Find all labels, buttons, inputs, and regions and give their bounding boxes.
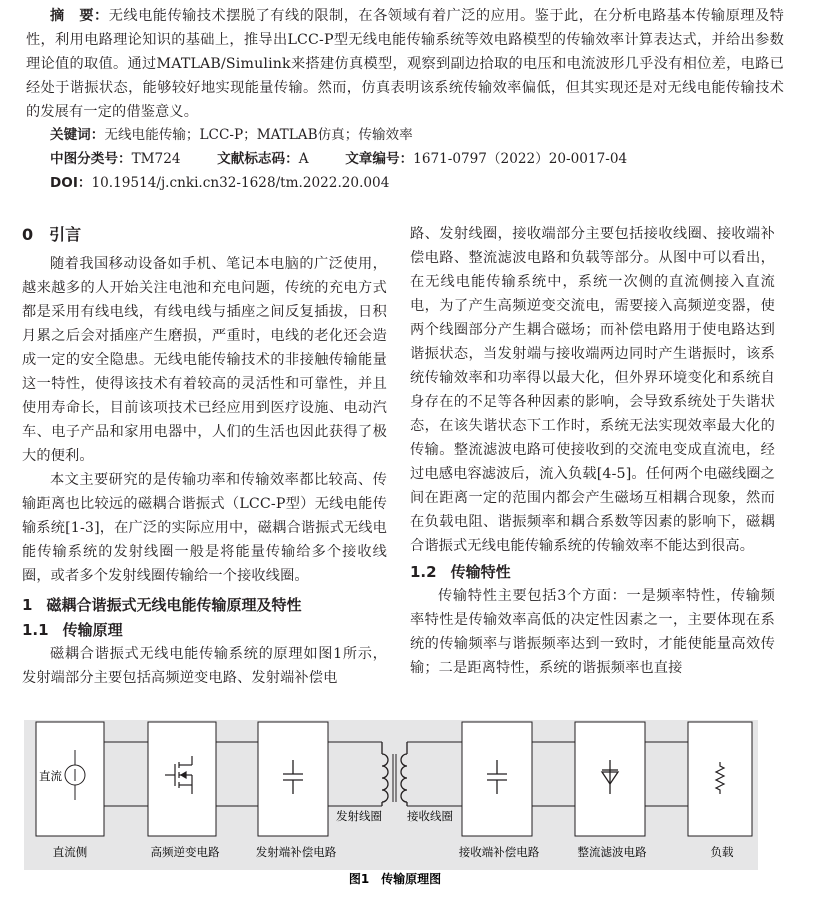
right-column bbox=[410, 222, 775, 680]
tx-compensation-block bbox=[258, 722, 328, 836]
section-1-1-title: 传输原理 bbox=[62, 621, 123, 639]
left-column bbox=[22, 222, 387, 690]
figure-label-inverter: 高频逆变电路 bbox=[150, 845, 220, 859]
clc-label: 中图分类号： bbox=[50, 151, 132, 167]
clc-value: TM724 bbox=[131, 151, 181, 167]
doi-value: 10.19514/j.cnki.cn32-1628/tm.2022.20.004 bbox=[91, 175, 390, 191]
intro-paragraph-2: 本文主要研究的是传输功率和传输效率都比较高、传输距离也比较远的磁耦合谐振式（LCC-P型）无线电能传输系统[1-3]，在广泛的实际应用中，磁耦合谐振式无线电能传输系统的发射线圈一般是将能量传输给多个接收线圈，或者多个发射线圈传输给一个接收线圈。 bbox=[22, 472, 387, 584]
article-number-label: 文章编号： bbox=[345, 151, 414, 167]
doc-code-value: A bbox=[298, 151, 309, 167]
figure-label-dc-side: 直流侧 bbox=[52, 845, 88, 859]
doc-code-label: 文献标志码： bbox=[217, 151, 299, 167]
figure-label-tx-compensation: 发射端补偿电路 bbox=[255, 845, 337, 859]
section-1-2-title: 传输特性 bbox=[450, 563, 511, 581]
section-1-1-number: 1.1 bbox=[22, 621, 49, 639]
figure-label-rectifier: 整流滤波电路 bbox=[577, 845, 647, 859]
section-0-title: 引言 bbox=[49, 225, 82, 244]
section-0-number: 0 bbox=[22, 225, 34, 244]
figure-label-rx-coil: 接收线圈 bbox=[407, 809, 453, 823]
classification-line bbox=[50, 147, 790, 171]
dc-source-label: 直流 bbox=[39, 769, 62, 783]
figure-label-load: 负载 bbox=[710, 845, 734, 859]
figure-caption: 图1 传输原理图 bbox=[348, 872, 442, 886]
rx-compensation-block bbox=[462, 722, 532, 836]
figure-label-rx-compensation: 接收端补偿电路 bbox=[458, 845, 540, 859]
principle-paragraph-continued: 路、发射线圈，接收端部分主要包括接收线圈、接收端补偿电路、整流滤波电路和负载等部分。从图中可以看出，在无线电能传输系统中，系统一次侧的直流侧接入直流电，为了产生高频逆变交流电，需要接入高频逆变器，使两个线圈部分产生耦合磁场；而补偿电路用于使电路达到谐振状态，当发射端与接收端两边同时产生谐振时，该系统传输效率和功率得以最大化，但外界环境变化和系统自身存在的不足等各种因素的影响，会导致系统处于失谐状态，在该失谐状态下工作时，系统无法实现效率最大化的传输。整流滤波电路可使接收到的交流电变成直流电，经过电感电容滤波后，流入负载[4-5]。任何两个电磁线圈之间在距离一定的范围内都会产生磁场互相耦合现象，然而在负载电阻、谐振频率和耦合系数等因素的影响下，磁耦合谐振式无线电能传输系统的传输效率不能达到很高。 bbox=[410, 226, 775, 554]
section-0-heading bbox=[22, 222, 387, 250]
intro-paragraph-1: 随着我国移动设备如手机、笔记本电脑的广泛使用，越来越多的人开始关注电池和充电问题，传统的充电方式都是采用有线电线，有线电线与插座之间反复插拔，日积月累之后会对插座产生磨损，严重时，电线的老化还会造成一定的安全隐患。无线电能传输技术的非接触传输能量这一特性，使得该技术有着较高的灵活性和可靠性，并且使用寿命长，目前该项技术已经应用到医疗设施、电动汽车、电子产品和家用电器中，人们的生活也因此获得了极大的便利。 bbox=[22, 256, 387, 464]
keywords bbox=[50, 123, 790, 147]
abstract-label: 摘 要： bbox=[50, 8, 109, 24]
doi-label: DOI： bbox=[50, 175, 92, 191]
characteristics-paragraph: 传输特性主要包括3个方面：一是频率特性，传输频率特性是传输效率高低的决定性因素之一，主要体现在系统的传输频率与谐振频率达到一致时，才能使能量高效传输；二是距离特性，系统的谐振频率也直接 bbox=[410, 588, 775, 676]
keywords-text: 无线电能传输；LCC-P；MATLAB仿真；传输效率 bbox=[104, 127, 413, 143]
section-1-title: 磁耦合谐振式无线电能传输原理及特性 bbox=[46, 596, 302, 614]
abstract-text: 无线电能传输技术摆脱了有线的限制，在各领域有着广泛的应用。鉴于此，在分析电路基本传输原理及特性，利用电路理论知识的基础上，推导出LCC-P型无线电能传输系统等效电路模型的传输效率计算表达式，并给出参数理论值的取值。通过MATLAB/Simulink来搭建仿真模型，观察到副边拾取的电压和电流波形几乎没有相位差，电路已经处于谐振状态，能够较好地实现能量传输。然而，仿真表明该系统传输效率偏低，但其实现还是对无线电能传输技术的发展有一定的借鉴意义。 bbox=[26, 8, 784, 120]
section-1-2-number: 1.2 bbox=[410, 563, 437, 581]
doi-line bbox=[50, 171, 790, 195]
inverter-block bbox=[148, 722, 216, 836]
section-1-number: 1 bbox=[22, 596, 33, 614]
section-1-heading bbox=[22, 592, 387, 618]
keywords-label: 关键词： bbox=[50, 127, 105, 143]
figure-1-diagram bbox=[0, 712, 813, 897]
figure-label-tx-coil: 发射线圈 bbox=[336, 809, 382, 823]
load-block bbox=[688, 722, 752, 836]
section-1-2-heading bbox=[410, 560, 775, 584]
principle-paragraph: 磁耦合谐振式无线电能传输系统的原理如图1所示，发射端部分主要包括高频逆变电路、发射端补偿电 bbox=[22, 646, 387, 686]
article-number-value: 1671-0797（2022）20-0017-04 bbox=[413, 151, 628, 167]
section-1-1-heading bbox=[22, 618, 387, 642]
abstract bbox=[26, 4, 784, 124]
